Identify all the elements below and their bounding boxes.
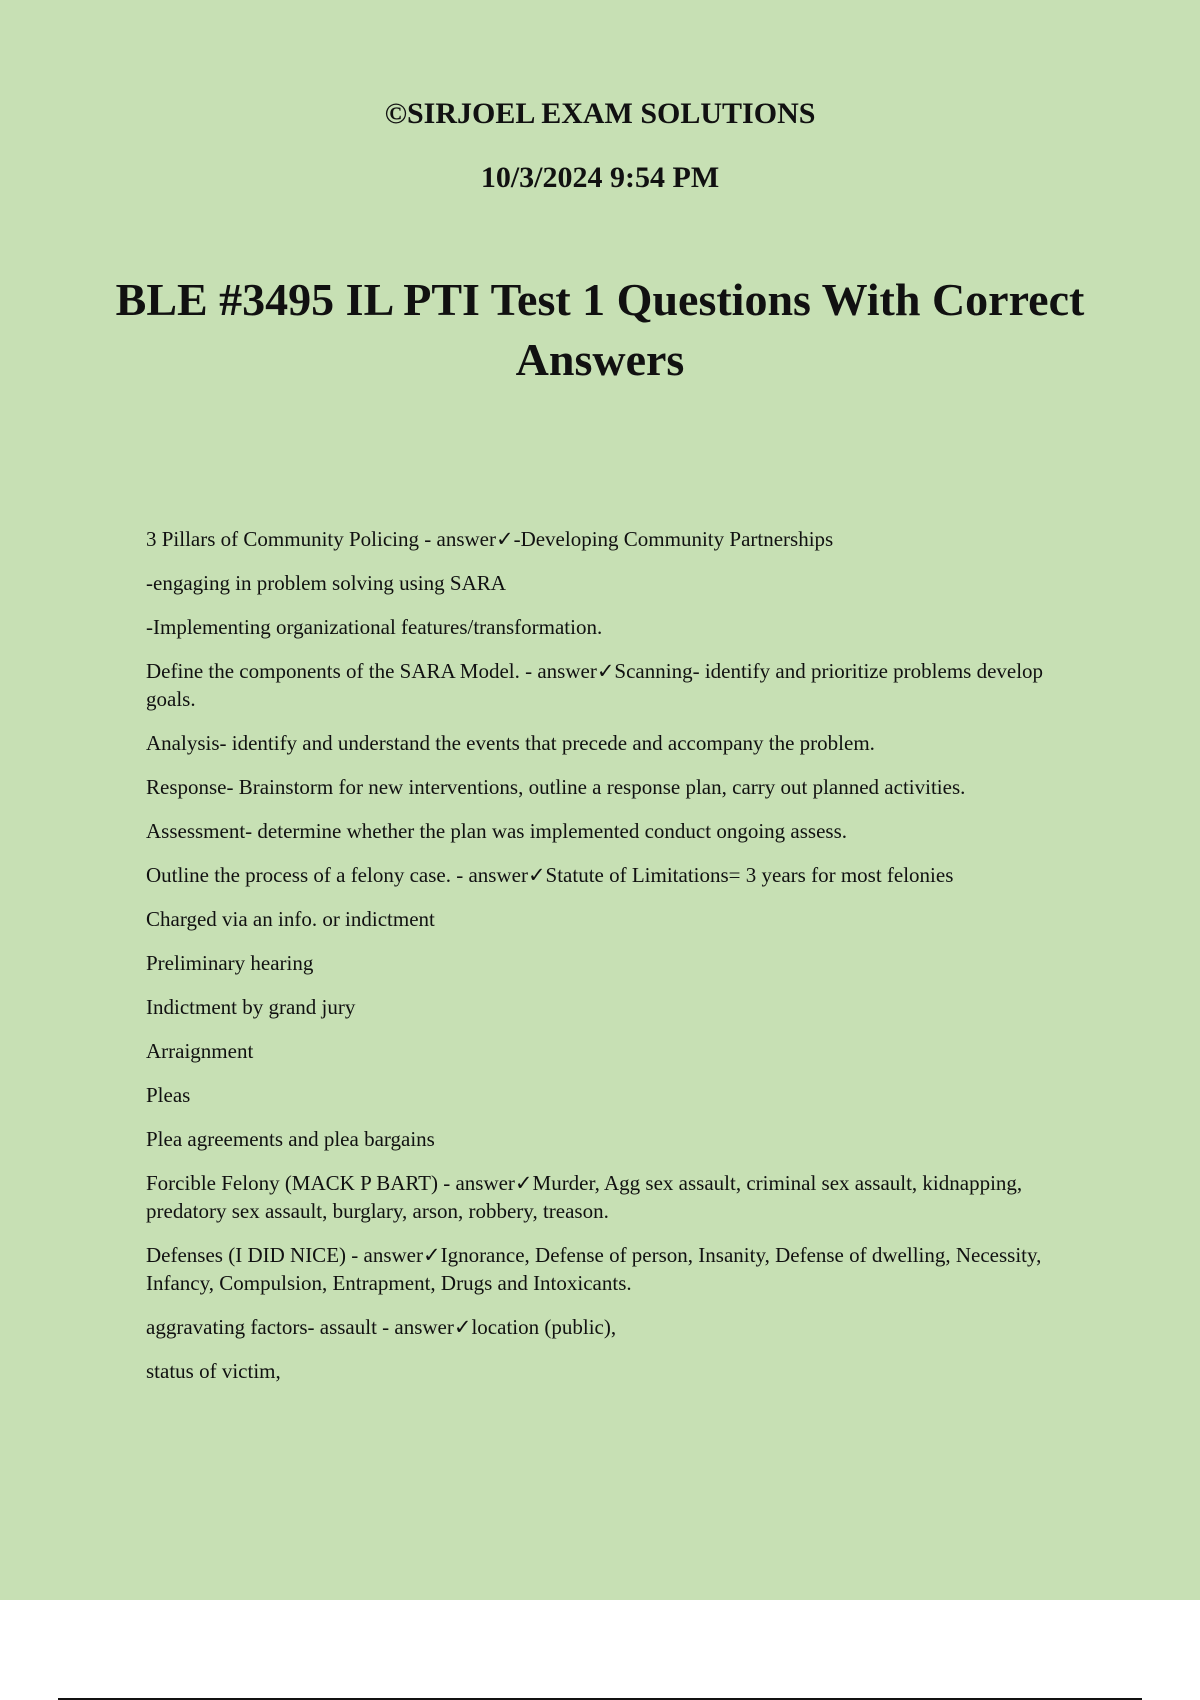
content-line: aggravating factors- assault - answer✓location (public), [146, 1315, 617, 1339]
content-line: Forcible Felony (MACK P BART) - answer✓Murder, Agg sex assault, criminal sex assault, kidnapping, predatory sex assault, burglary, arson, robbery, treason. [146, 1171, 1023, 1223]
timestamp-header: 10/3/2024 9:54 PM [480, 161, 720, 194]
content-line: Outline the process of a felony case. - answer✓Statute of Limitations= 3 years for most felonies [146, 863, 954, 887]
content-line: Assessment- determine whether the plan was implemented conduct ongoing assess. [146, 819, 847, 843]
content-line: -engaging in problem solving using SARA [146, 571, 506, 595]
content-line: Preliminary hearing [146, 951, 314, 975]
content-line: Plea agreements and plea bargains [146, 1127, 435, 1151]
content-line: 3 Pillars of Community Policing - answer✓-Developing Community Partnerships [146, 527, 834, 551]
qa-content-list [146, 525, 1086, 1401]
content-line: Charged via an info. or indictment [146, 907, 435, 931]
content-line: Pleas [146, 1083, 191, 1107]
content-line: Define the components of the SARA Model. - answer✓Scanning- identify and prioritize problems develop goals. [146, 659, 1044, 711]
content-line: status of victim, [146, 1359, 281, 1383]
content-line: Indictment by grand jury [146, 995, 356, 1019]
content-line: -Implementing organizational features/transformation. [146, 615, 603, 639]
content-line: Defenses (I DID NICE) - answer✓Ignorance, Defense of person, Insanity, Defense of dwelling, Necessity, Infancy, Compulsion, Entrapment, Drugs and Intoxicants. [146, 1243, 1042, 1295]
content-line: Analysis- identify and understand the events that precede and accompany the problem. [146, 731, 875, 755]
content-line: Response- Brainstorm for new interventions, outline a response plan, carry out planned activities. [146, 775, 966, 799]
brand-header: ©SIRJOEL EXAM SOLUTIONS [384, 97, 816, 130]
document-title: BLE #3495 IL PTI Test 1 Questions With Correct Answers [115, 274, 1085, 385]
content-line: Arraignment [146, 1039, 254, 1063]
